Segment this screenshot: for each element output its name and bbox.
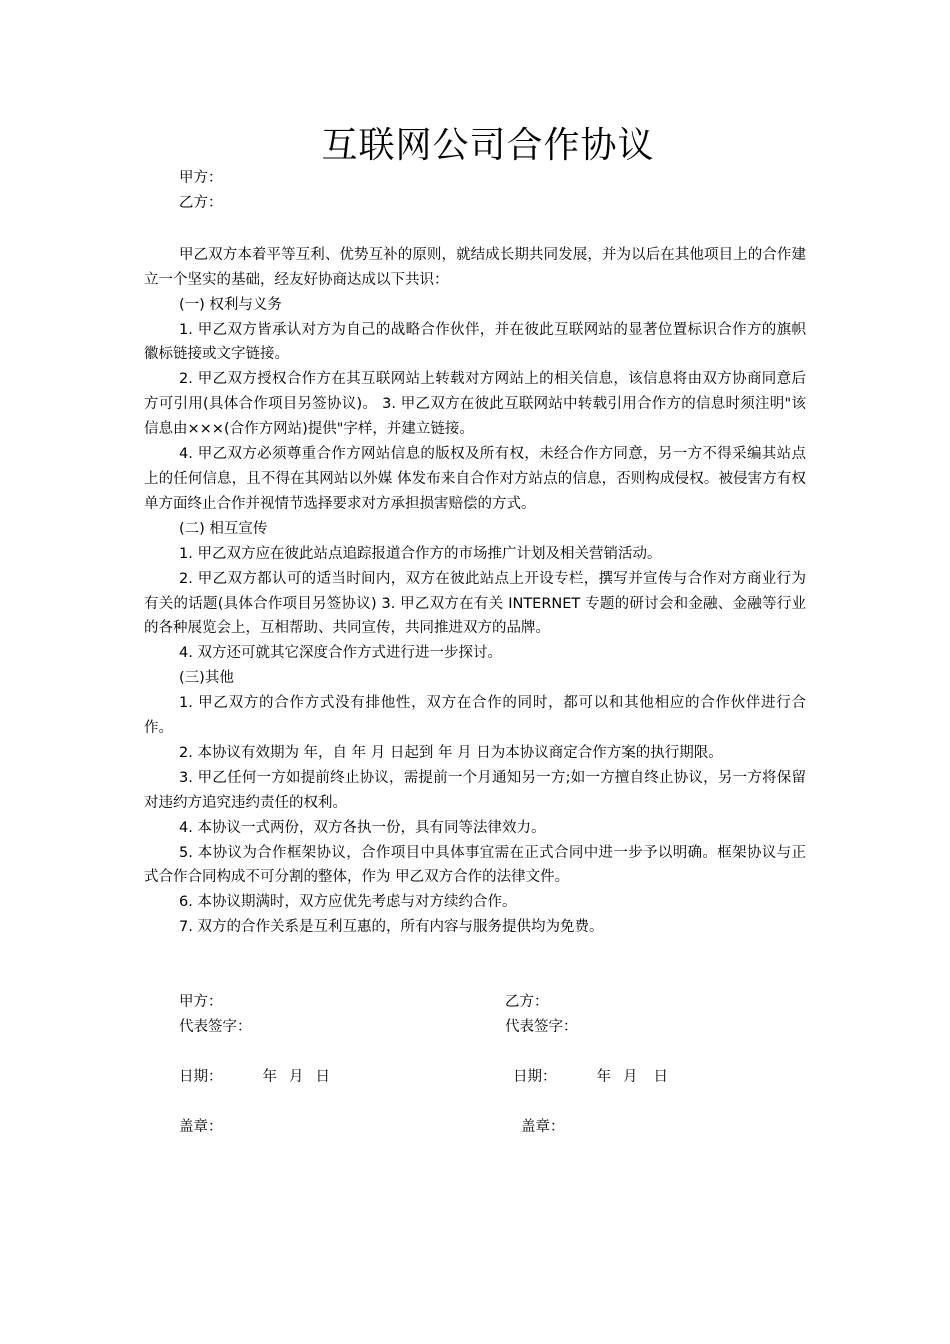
clause: 4. 双方还可就其它深度合作方式进行进一步探讨。	[179, 645, 502, 662]
clause: 1. 甲乙双方的合作方式没有排他性，双方在合作的同时，都可以和其他相应的合作伙伴进行合作。	[144, 695, 806, 737]
intro-paragraph: 甲乙双方本着平等互利、优势互补的原则，就结成长期共同发展，并为以后在其他项目上的合作建立一个坚实的基础，经友好协商达成以下共识：	[144, 246, 806, 288]
document-title: 互联网公司合作协议	[321, 125, 655, 166]
sign-party-a: 甲方：	[179, 994, 223, 1010]
party-b-line: 乙方：	[179, 194, 223, 211]
document-body	[144, 166, 806, 940]
clause: 2. 甲乙双方都认可的适当时间内，双方在彼此站点上开设专栏，撰写并宣传与合作对方商业行为有关的话题(具体合作项目另签协议) 3. 甲乙双方在有关 INTERNET 专题的研讨会和金融、金融等行业的各种展览会上，互相帮助、共同宣传，共同推进双方的品牌。	[144, 570, 806, 637]
section-heading: (二) 相互宣传	[179, 520, 268, 537]
clause: 3. 甲乙任何一方如提前终止协议，需提前一个月通知另一方;如一方擅自终止协议，另一方将保留对违约方追究违约责任的权利。	[144, 769, 806, 811]
date-month: 月	[623, 1069, 638, 1085]
sign-party-b: 乙方：	[505, 994, 549, 1010]
date-day: 日	[315, 1069, 330, 1085]
section-heading: (三)其他	[179, 670, 234, 687]
section-heading: (一) 权利与义务	[179, 296, 282, 313]
sign-rep-b: 代表签字：	[505, 1019, 578, 1035]
sign-seal-a: 盖章：	[179, 1119, 223, 1135]
sign-date-b	[513, 1065, 668, 1086]
clause: 2. 本协议有效期为 年，自 年 月 日起到 年 月 日为本协议商定合作方案的执行期限。	[179, 744, 723, 761]
clause: 1. 甲乙双方应在彼此站点追踪报道合作方的市场推广计划及相关营销活动。	[179, 545, 662, 562]
party-a-line: 甲方：	[179, 170, 223, 186]
clause: 6. 本协议期满时，双方应优先考虑与对方续约合作。	[179, 894, 517, 911]
date-label: 日期：	[513, 1069, 557, 1085]
date-month: 月	[289, 1069, 304, 1085]
clause: 7. 双方的合作关系是互利互惠的，所有内容与服务提供均为免费。	[179, 919, 604, 936]
sign-date-a	[179, 1065, 330, 1086]
clause: 1. 甲乙双方皆承认对方为自己的战略合作伙伴，并在彼此互联网站的显著位置标识合作方的旗帜徽标链接或文字链接。	[144, 321, 806, 363]
clause: 4. 甲乙双方必须尊重合作方网站信息的版权及所有权，未经合作方同意，另一方不得采编其站点上的任何信息，且不得在其网站以外媒 体发布来自合作对方站点的信息，否则构成侵权。被侵害方有权单方面终止合作并视情节选择要求对方承担损害赔偿的方式。	[144, 446, 806, 512]
date-year: 年	[596, 1069, 611, 1085]
sign-seal-b: 盖章：	[521, 1119, 565, 1135]
date-label: 日期：	[179, 1069, 223, 1085]
clause: 4. 本协议一式两份，双方各执一份，具有同等法律效力。	[179, 819, 546, 836]
date-day: 日	[653, 1069, 668, 1085]
clause: 5. 本协议为合作框架协议，合作项目中具体事宜需在正式合同中进一步予以明确。框架协议与正式合作合同构成不可分割的整体，作为 甲乙双方合作的法律文件。	[144, 844, 806, 886]
sign-rep-a: 代表签字：	[179, 1019, 252, 1035]
date-year: 年	[262, 1069, 277, 1085]
clause: 2. 甲乙双方授权合作方在其互联网站上转载对方网站上的相关信息，该信息将由双方协商同意后方可引用(具体合作项目另签协议)。 3. 甲乙双方在彼此互联网站中转载引用合作方的信息时须注明"该信息由×××(合作方网站)提供"字样，并建立链接。	[144, 371, 806, 438]
